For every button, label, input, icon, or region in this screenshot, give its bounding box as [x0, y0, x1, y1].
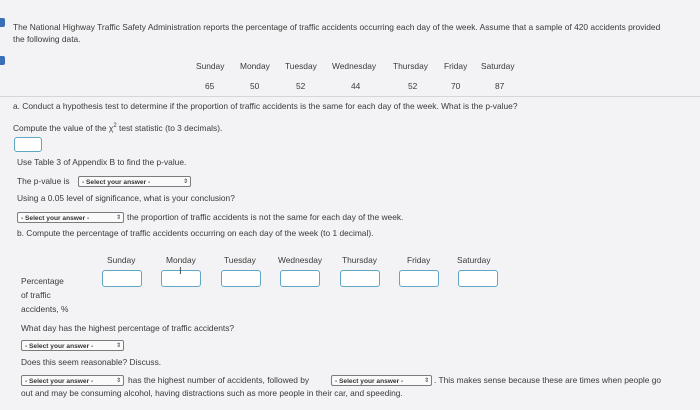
- row-label-line: of traffic: [21, 290, 51, 300]
- row-label-line: accidents, %: [21, 304, 69, 314]
- part-b-question: b. Compute the percentage of traffic accidents occurring on each day of the week (to 1 decimal).: [17, 228, 374, 238]
- percentage-input-saturday[interactable]: [458, 270, 498, 287]
- pvalue-select[interactable]: [78, 176, 191, 187]
- day-count: 87: [495, 81, 505, 91]
- day-count: 44: [351, 81, 361, 91]
- edge-marker: [0, 18, 5, 27]
- table-note: Use Table 3 of Appendix B to find the p-value.: [17, 157, 187, 167]
- day-header: Wednesday: [332, 61, 377, 71]
- day-header: Sunday: [196, 61, 225, 71]
- select-arrows-icon: ⇕: [423, 378, 429, 384]
- chi-square-prompt: [13, 121, 222, 134]
- pvalue-prefix: The p-value is: [17, 176, 70, 186]
- part-a-question: a. Conduct a hypothesis test to determine if the proportion of traffic accidents is the same for each day of the week. What is the p-value?: [13, 101, 518, 111]
- day-header: Wednesday: [278, 255, 323, 265]
- select-arrows-icon: ⇕: [115, 378, 121, 384]
- day-count: 52: [296, 81, 306, 91]
- row-label-line: Percentage: [21, 276, 64, 286]
- day-header: Thursday: [342, 255, 377, 265]
- select-label: - Select your answer -: [21, 215, 90, 222]
- compute-suffix: test statistic (to 3 decimals).: [116, 122, 223, 133]
- chi-square-input[interactable]: [14, 137, 42, 152]
- discuss-select-first[interactable]: [21, 375, 124, 386]
- compute-prefix: Compute the value of the: [13, 122, 109, 133]
- day-header: Saturday: [481, 61, 515, 71]
- day-header: Monday: [240, 61, 270, 71]
- data-table-counts: [0, 81, 700, 93]
- data-table-days: [0, 61, 700, 73]
- significance-question: Using a 0.05 level of significance, what is your conclusion?: [17, 193, 235, 203]
- percentage-row-label: [21, 274, 68, 316]
- day-header: Friday: [444, 61, 468, 71]
- day-count: 65: [205, 81, 215, 91]
- day-count: 52: [408, 81, 418, 91]
- discuss-end-text-line2: out and may be consuming alcohol, having distractions such as more people in their car, and speeding.: [21, 388, 403, 398]
- discuss-select-second[interactable]: [331, 375, 432, 386]
- day-header: Sunday: [107, 255, 136, 265]
- select-arrows-icon: ⇕: [115, 215, 121, 221]
- day-header: Saturday: [457, 255, 491, 265]
- text-cursor-icon: I: [179, 266, 182, 277]
- day-header: Friday: [407, 255, 431, 265]
- conclusion-select[interactable]: [17, 212, 124, 223]
- highest-day-select[interactable]: [21, 340, 124, 351]
- select-label: - Select your answer -: [25, 343, 94, 350]
- percentage-input-thursday[interactable]: [340, 270, 380, 287]
- day-header: Thursday: [393, 61, 428, 71]
- conclusion-text: the proportion of traffic accidents is not the same for each day of the week.: [127, 212, 404, 222]
- chi-exponent: 2: [113, 123, 117, 129]
- select-label: - Select your answer -: [82, 179, 151, 186]
- select-arrows-icon: ⇕: [115, 343, 121, 349]
- percentage-headers: [0, 255, 700, 267]
- percentage-input-sunday[interactable]: [102, 270, 142, 287]
- problem-intro: The National Highway Traffic Safety Administration reports the percentage of traffic accidents occurring each day of the week. Assume that a sample of 420 accidents provided the following data.: [13, 22, 661, 44]
- discuss-middle-text: has the highest number of accidents, followed by: [128, 375, 310, 385]
- day-count: 70: [451, 81, 461, 91]
- select-label: - Select your answer -: [335, 378, 404, 385]
- percentage-input-wednesday[interactable]: [280, 270, 320, 287]
- chi-symbol: χ: [108, 122, 114, 133]
- day-count: 50: [250, 81, 260, 91]
- reasonable-question: Does this seem reasonable? Discuss.: [21, 357, 162, 367]
- day-header: Tuesday: [285, 61, 317, 71]
- day-header: Monday: [166, 255, 196, 265]
- discuss-end-text: . This makes sense because these are times when people go: [434, 375, 662, 385]
- select-label: - Select your answer -: [25, 378, 94, 385]
- highest-question: What day has the highest percentage of traffic accidents?: [21, 323, 235, 333]
- percentage-input-friday[interactable]: [399, 270, 439, 287]
- day-header: Tuesday: [224, 255, 256, 265]
- percentage-input-tuesday[interactable]: [221, 270, 261, 287]
- divider: [0, 96, 700, 97]
- select-arrows-icon: ⇕: [182, 179, 188, 185]
